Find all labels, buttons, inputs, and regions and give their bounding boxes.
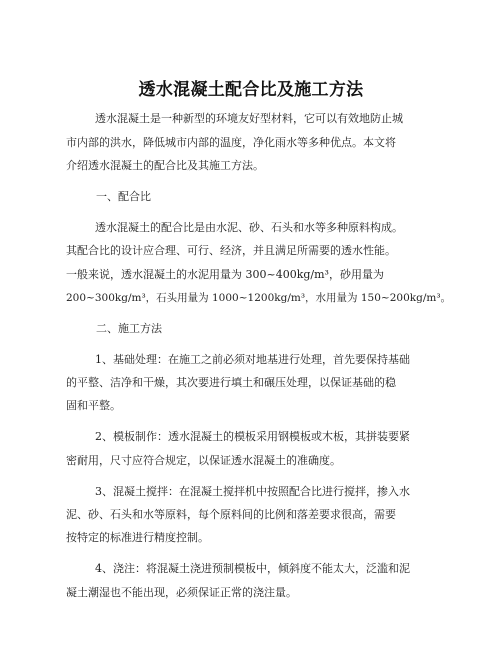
text-line: 一般来说，透水混凝土的水泥用量为 300~400kg/m³，砂用量为	[66, 268, 384, 281]
text-line: 市内部的洪水，降低城市内部的温度，净化雨水等多种优点。本文将	[66, 136, 396, 149]
text-line: 200~300kg/m³，石头用量为 1000~1200kg/m³，水用量为 150~200kg/m³。	[66, 292, 452, 304]
text-line: 按特定的标准进行精度控制。	[66, 531, 209, 544]
text-line: 透水混凝土的配合比是由水泥、砂、石头和水等多种原料构成。	[95, 221, 403, 234]
text-line: 固和平整。	[66, 399, 121, 412]
text-line: 凝土潮湿也不能出现，必须保证正常的浇注量。	[66, 586, 297, 599]
text-line: 2、模板制作：透水混凝土的模板采用钢模板或木板，其拼装要紧	[95, 430, 410, 443]
text-line: 1、基础处理：在施工之前必须对地基进行处理，首先要保持基础	[95, 353, 410, 366]
section-heading-construction: 二、施工方法	[96, 322, 162, 335]
text-line: 介绍透水混凝土的配合比及其施工方法。	[66, 159, 264, 172]
text-line: 3、混凝土搅拌：在混凝土搅拌机中按照配合比进行搅拌，掺入水	[95, 485, 410, 498]
section-heading-mix-ratio: 一、配合比	[96, 190, 151, 203]
document-title: 透水混凝土配合比及施工方法	[138, 80, 364, 100]
text-line: 4、浇注：将混凝土浇进预制模板中，倾斜度不能太大，泛滥和泥	[95, 562, 410, 575]
text-line: 的平整、洁净和干燥，其次要进行填土和碾压处理，以保证基础的稳	[66, 376, 396, 389]
text-line: 透水混凝土是一种新型的环境友好型材料，它可以有效地防止城	[95, 112, 403, 125]
text-line: 其配合比的设计应合理、可行、经济，并且满足所需要的透水性能。	[66, 244, 396, 257]
text-line: 密耐用，尺寸应符合规定，以保证透水混凝土的准确度。	[66, 454, 341, 467]
text-line: 泥、砂、石头和水等原料，每个原料间的比例和落差要求很高，需要	[66, 508, 396, 521]
